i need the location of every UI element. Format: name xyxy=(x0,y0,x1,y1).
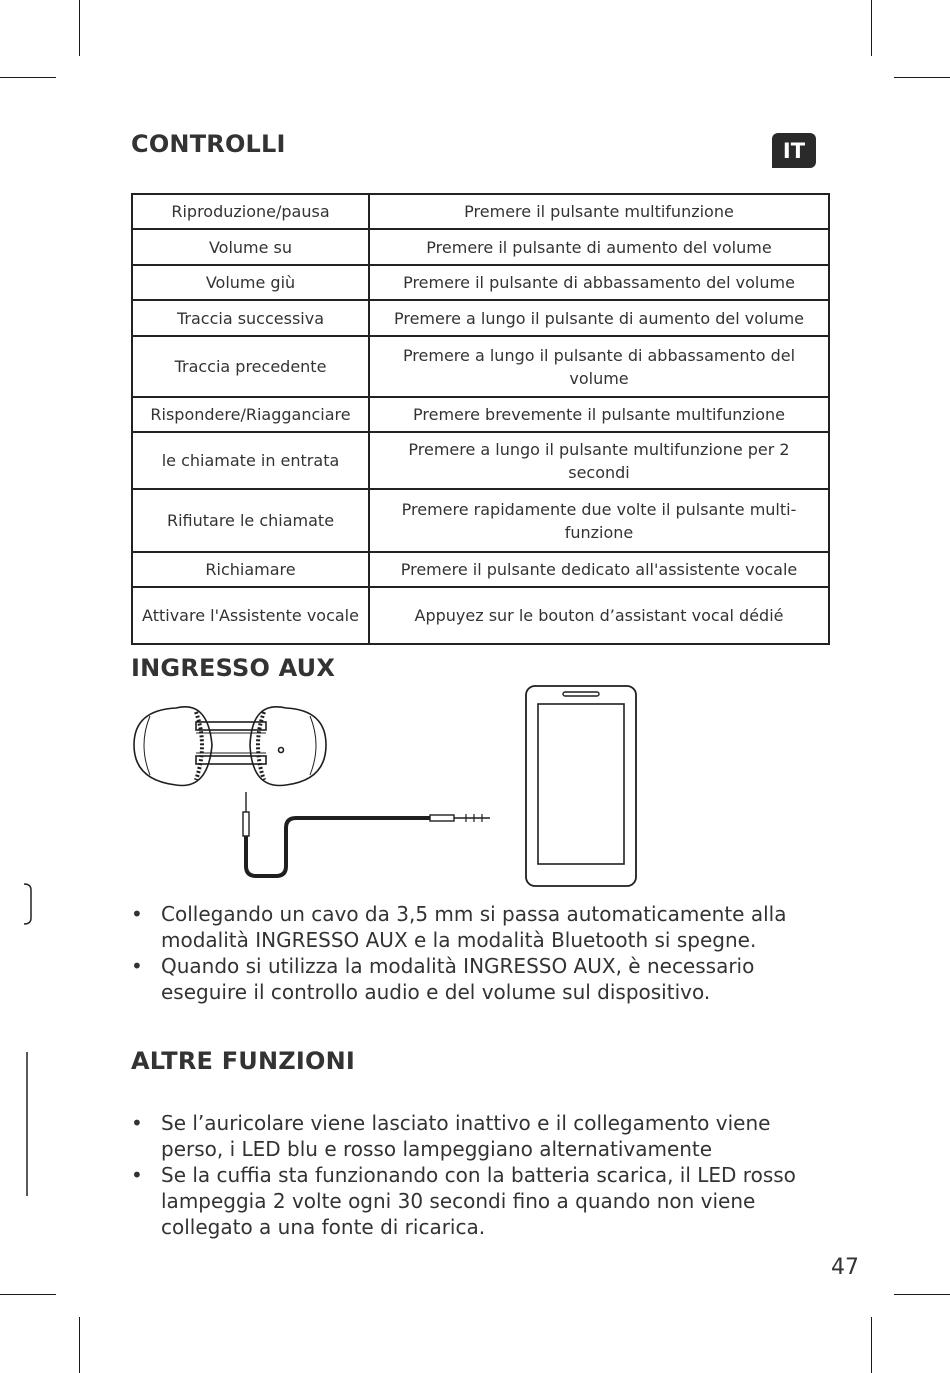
list-item: • Collegando un cavo da 3,5 mm si passa automaticamente alla modalità INGRESSO AUX e la modalità Bluetooth si spegne. xyxy=(131,901,821,953)
crop-mark xyxy=(871,1317,872,1373)
section-title-aux: INGRESSO AUX xyxy=(131,654,336,682)
table-cell-action: Premere a lungo il pulsante multifunzione per 2 secondi xyxy=(369,432,829,489)
section-title-controls: CONTROLLI xyxy=(131,130,286,158)
table-cell-action: Premere a lungo il pulsante di abbassamento del volume xyxy=(369,336,829,397)
table-cell-function: Attivare l'Assistente vocale xyxy=(132,587,369,644)
table-cell-function: Richiamare xyxy=(132,552,369,587)
table-cell-function: Traccia successiva xyxy=(132,300,369,336)
table-cell-function: Rispondere/Riagganciare xyxy=(132,397,369,432)
table-cell-action: Premere a lungo il pulsante di aumento del volume xyxy=(369,300,829,336)
table-cell-action: Premere brevemente il pulsante multifunzione xyxy=(369,397,829,432)
list-item: • Quando si utilizza la modalità INGRESSO AUX, è necessario eseguire il controllo audio e del volume sul dispositivo. xyxy=(131,953,821,1005)
table-cell-function: Volume giù xyxy=(132,265,369,300)
table-cell-action: Appuyez sur le bouton d’assistant vocal dédié xyxy=(369,587,829,644)
table-cell-action: Premere rapidamente due volte il pulsante multi-funzione xyxy=(369,489,829,552)
table-cell-action: Premere il pulsante di abbassamento del volume xyxy=(369,265,829,300)
list-item: • Se la cuffia sta funzionando con la batteria scarica, il LED rosso lampeggia 2 volte ogni 30 secondi fino a quando non viene collegato a una fonte di ricarica. xyxy=(131,1162,821,1240)
language-badge: IT xyxy=(772,133,816,168)
table-cell-action: Premere il pulsante dedicato all'assistente vocale xyxy=(369,552,829,587)
other-functions-bullet-list xyxy=(131,1110,821,1240)
page-number: 47 xyxy=(831,1255,859,1280)
table-cell-function: Volume su xyxy=(132,229,369,265)
smartphone-icon xyxy=(526,686,636,886)
table-cell-action: Premere il pulsante di aumento del volume xyxy=(369,229,829,265)
aux-bullet-list xyxy=(131,901,821,1005)
crop-mark xyxy=(79,1317,80,1373)
table-cell-action: Premere il pulsante multifunzione xyxy=(369,194,829,229)
table-cell-function: Traccia precedente xyxy=(132,336,369,397)
aux-cable-icon xyxy=(243,792,490,876)
headphones-icon xyxy=(134,707,326,786)
table-cell-function: le chiamate in entrata xyxy=(132,432,369,489)
table-cell-function: Rifiutare le chiamate xyxy=(132,489,369,552)
list-item: • Se l’auricolare viene lasciato inattivo e il collegamento viene perso, i LED blu e rosso lampeggiano alternativamente xyxy=(131,1110,821,1162)
crop-mark xyxy=(894,1294,950,1295)
section-title-other-functions: ALTRE FUNZIONI xyxy=(131,1047,356,1075)
table-cell-function: Riproduzione/pausa xyxy=(132,194,369,229)
